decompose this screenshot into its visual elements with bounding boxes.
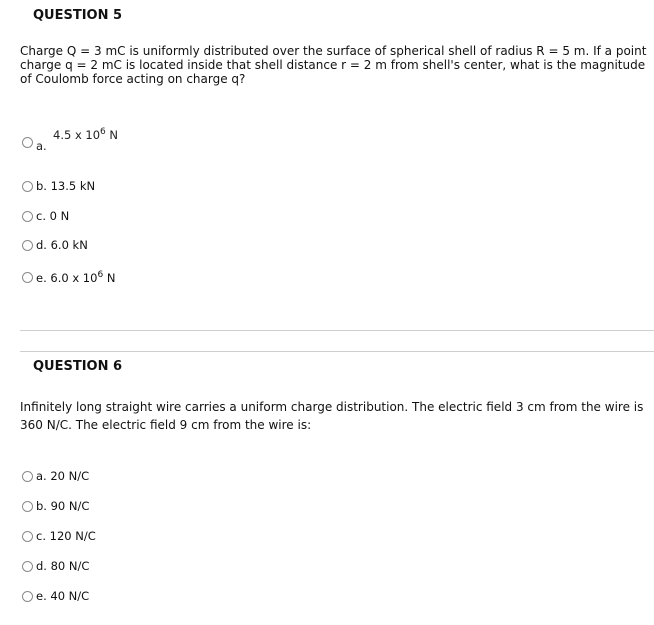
q6-option-d[interactable] [22, 559, 89, 573]
q5-option-b-label: b. 13.5 kN [36, 179, 96, 193]
q6-option-c[interactable] [22, 529, 96, 543]
q6-option-a-label: a. 20 N/C [36, 469, 90, 483]
q6-option-b-label: b. 90 N/C [36, 499, 90, 513]
q6-option-c-label: c. 120 N/C [36, 529, 96, 543]
radio-button[interactable] [22, 211, 33, 222]
radio-button[interactable] [22, 137, 33, 148]
radio-button[interactable] [22, 501, 33, 512]
q5-option-d-label: d. 6.0 kN [36, 238, 88, 252]
q5-option-a-letter: a. [36, 139, 47, 153]
q5-option-e[interactable] [22, 270, 115, 285]
radio-button[interactable] [22, 272, 33, 283]
question-6-header: QUESTION 6 [33, 359, 123, 374]
radio-button[interactable] [22, 591, 33, 602]
q5-option-a[interactable] [22, 125, 142, 155]
q6-option-e-label: e. 40 N/C [36, 589, 90, 603]
q5-option-c[interactable] [22, 209, 69, 223]
q6-option-e[interactable] [22, 589, 89, 603]
q6-option-a[interactable] [22, 469, 89, 483]
radio-button[interactable] [22, 181, 33, 192]
question-5-header: QUESTION 5 [33, 8, 123, 23]
q6-option-d-label: d. 80 N/C [36, 559, 90, 573]
q5-option-c-label: c. 0 N [36, 209, 70, 223]
radio-button[interactable] [22, 531, 33, 542]
q5-option-d[interactable] [22, 238, 88, 252]
radio-button[interactable] [22, 561, 33, 572]
q5-option-a-value: 4.5 x $10^6$ N [53, 127, 119, 142]
question-5-text: Charge Q = 3 mC is uniformly distributed over the surface of spherical shell of radius R = 5 m. If a point charge q = 2 mC is located inside that shell distance r = 2 m from shell's center, what is the magnitude of Coulomb force acting on charge q? [20, 44, 647, 86]
q6-option-b[interactable] [22, 499, 89, 513]
q5-option-b[interactable] [22, 179, 95, 193]
q5-option-e-label: e. 6.0 x $10^6$ N [36, 270, 116, 285]
question-6-text: Infinitely long straight wire carries a uniform charge distribution. The electric field 3 cm from the wire is 360 N/C. The electric field 9 cm from the wire is: [20, 400, 644, 432]
question-divider [20, 351, 654, 352]
question-divider [20, 330, 654, 331]
radio-button[interactable] [22, 240, 33, 251]
radio-button[interactable] [22, 471, 33, 482]
